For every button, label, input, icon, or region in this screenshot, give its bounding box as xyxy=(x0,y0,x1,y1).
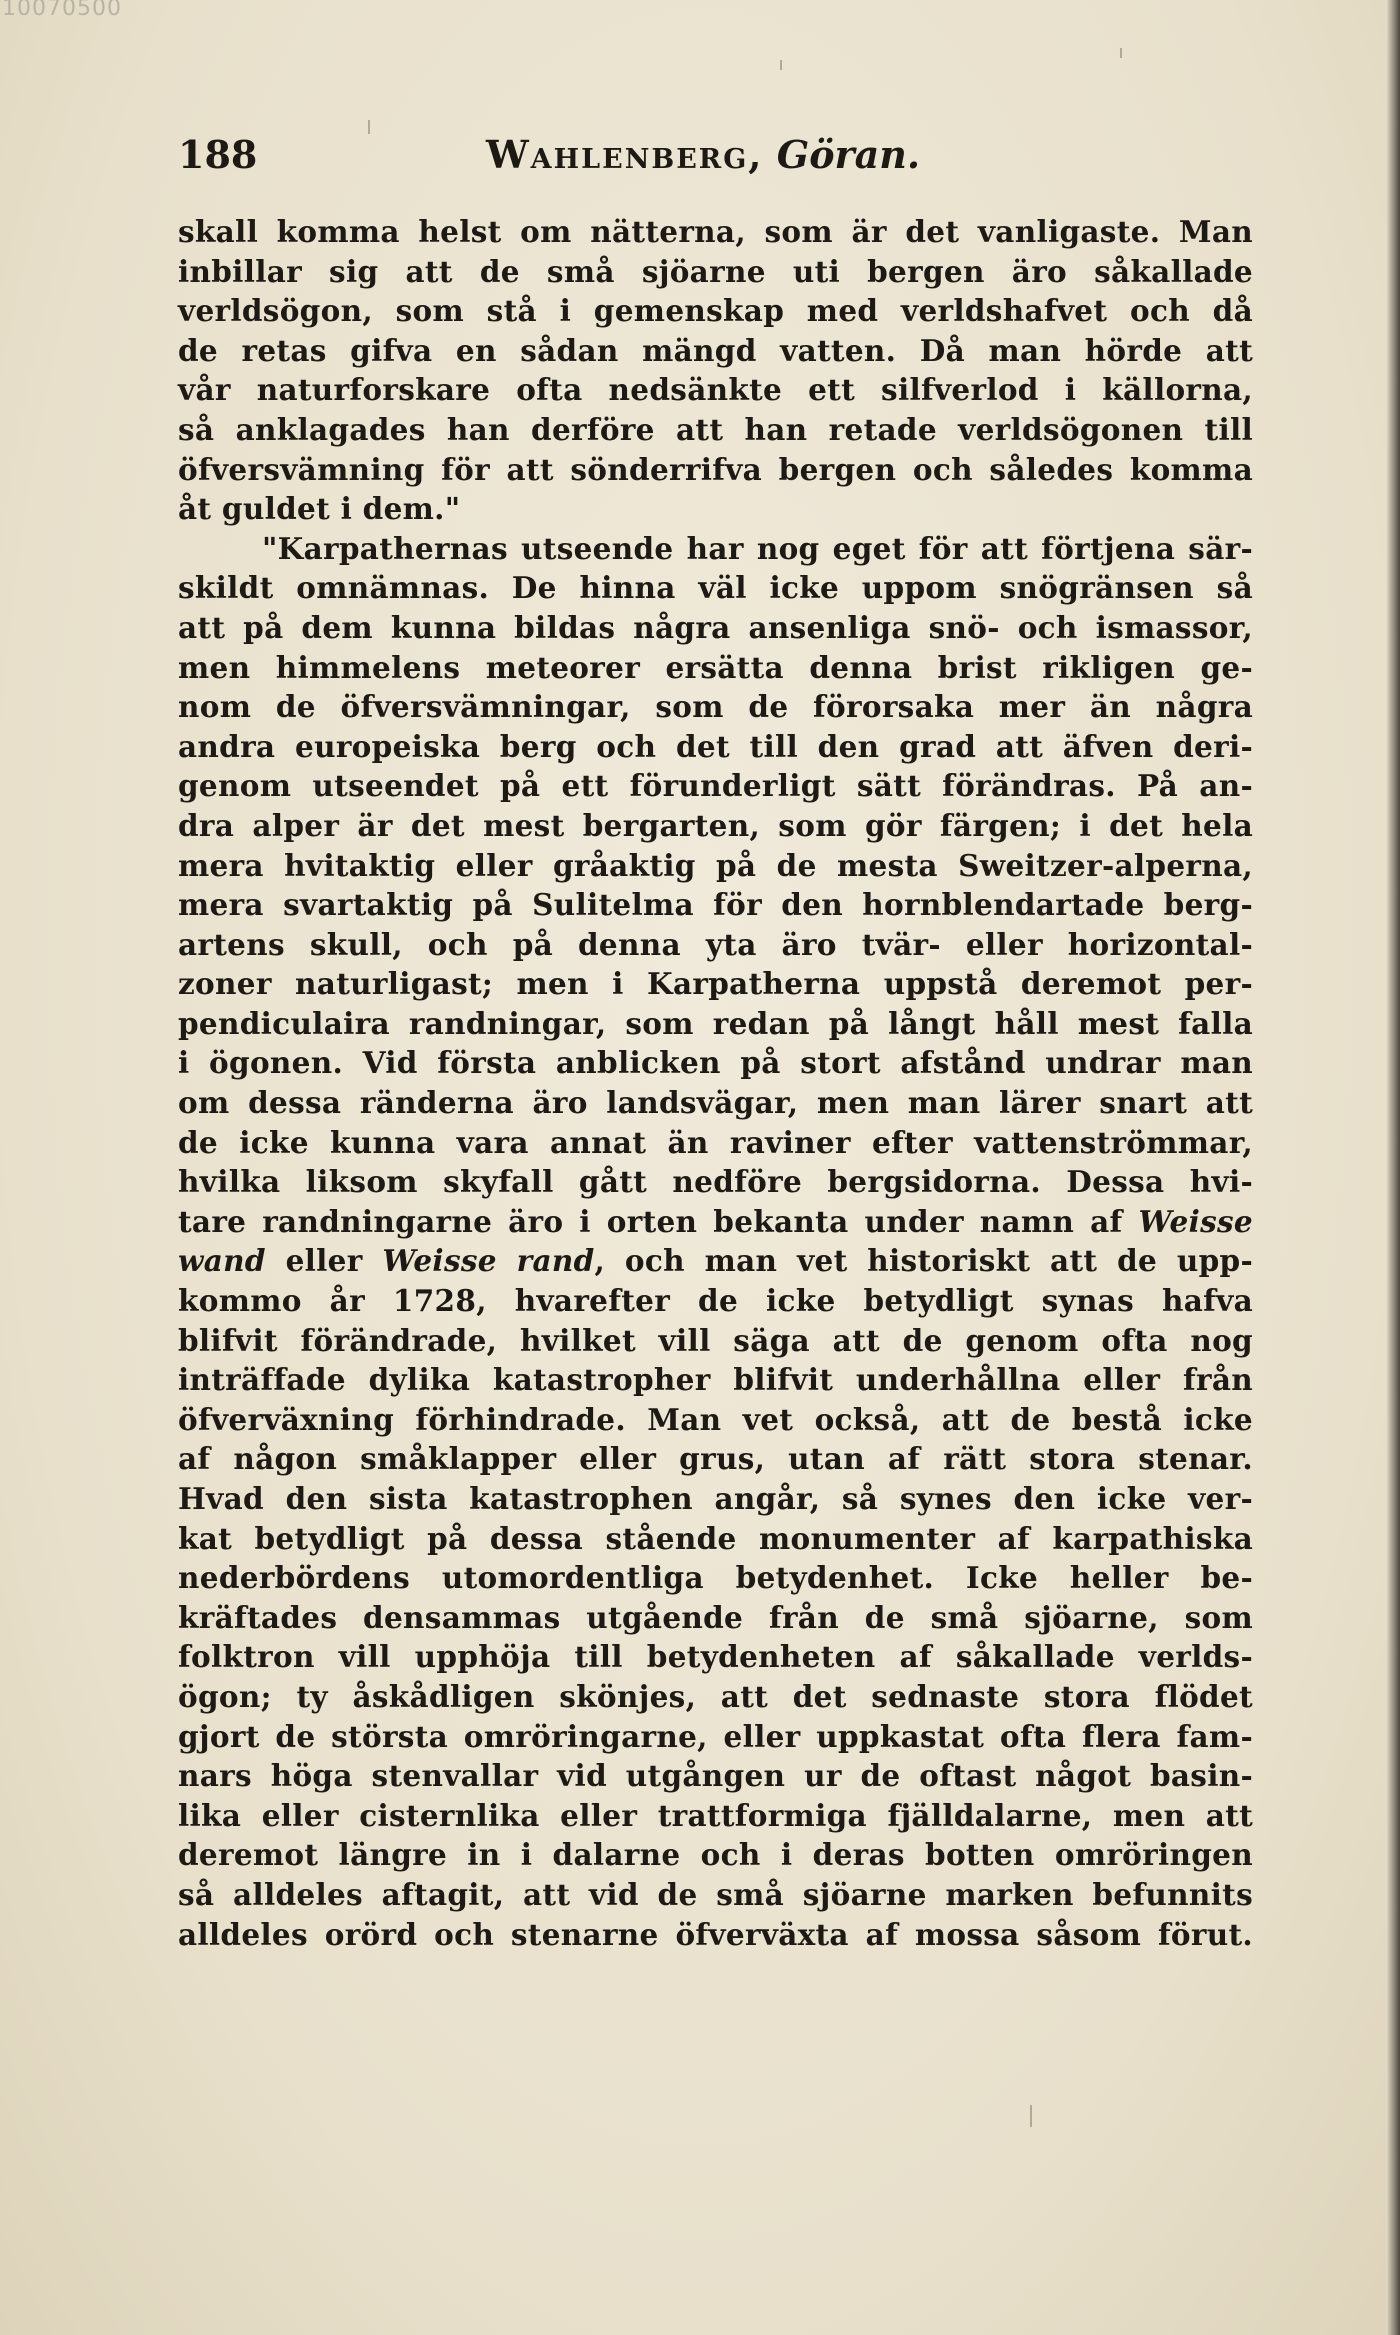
page-number: 188 xyxy=(178,132,258,177)
text-line: gjort de största omröringarne, eller uppkastat ofta flera fam- xyxy=(178,1718,1253,1754)
text-segment: , och man vet historiskt att de upp- xyxy=(594,1243,1253,1279)
text-line: deremot längre in i dalarne och i deras botten omröringen xyxy=(178,1837,1253,1873)
paper-speck xyxy=(780,60,782,70)
text-line: zoner naturligast; men i Karpatherna uppstå deremot per- xyxy=(178,966,1253,1002)
text-line: öfversvämning för att sönderrifva bergen och således komma xyxy=(178,451,1253,487)
text-line: men himmelens meteorer ersätta denna brist rikligen ge- xyxy=(178,649,1253,685)
text-line: skall komma helst om nätterna, som är det vanligaste. Man xyxy=(178,214,1253,249)
text-line: kommo år 1728, hvarefter de icke betydligt synas hafva xyxy=(178,1283,1253,1319)
text-line: alldeles orörd och stenarne öfverväxta af mossa såsom förut. xyxy=(178,1916,1253,1952)
text-line: så alldeles aftagit, att vid de små sjöarne marken befunnits xyxy=(178,1876,1253,1912)
text-line: inbillar sig att de små sjöarne uti bergen äro såkallade xyxy=(178,253,1253,289)
text-line: så anklagades han derföre att han retade verldsögonen till xyxy=(178,411,1253,447)
running-head-given-name: Göran. xyxy=(776,132,921,177)
text-line: åt guldet i dem." xyxy=(178,491,461,527)
running-head xyxy=(486,132,920,177)
running-header xyxy=(178,132,1258,182)
text-line: nom de öfversvämningar, som de förorsaka mer än några xyxy=(178,689,1253,725)
text-line: kat betydligt på dessa stående monumenter af karpathiska xyxy=(178,1520,1253,1556)
page-edge-shadow xyxy=(1386,0,1400,2335)
text-line: mera hvitaktig eller gråaktig på de mesta Sweitzer-alperna, xyxy=(178,847,1253,883)
italic-term: Weisse xyxy=(1138,1203,1253,1239)
body-text xyxy=(178,212,1253,1954)
text-line: genom utseendet på ett förunderligt sätt förändras. På an- xyxy=(178,768,1253,804)
text-line: nederbördens utomordentliga betydenhet. Icke heller be- xyxy=(178,1560,1253,1596)
text-line xyxy=(178,1241,1253,1281)
text-line: om dessa ränderna äro landsvägar, men man lärer snart att xyxy=(178,1085,1253,1121)
text-line: hvilka liksom skyfall gått nedföre bergsidorna. Dessa hvi- xyxy=(178,1164,1253,1200)
text-line: folktron vill upphöja till betydenheten af såkallade verlds- xyxy=(178,1639,1253,1675)
text-line: att på dem kunna bildas några ansenliga snö- och ismassor, xyxy=(178,609,1253,645)
text-line: de icke kunna vara annat än raviner efter vattenströmmar, xyxy=(178,1124,1253,1160)
paper-speck xyxy=(1120,48,1122,58)
text-line: af någon småklapper eller grus, utan af rätt stora stenar. xyxy=(178,1441,1253,1477)
text-line: mera svartaktig på Sulitelma för den hornblendartade berg- xyxy=(178,887,1253,923)
text-line: verldsögon, som stå i gemenskap med verldshafvet och då xyxy=(178,293,1253,329)
text-line: i ögonen. Vid första anblicken på stort afstånd undrar man xyxy=(178,1045,1253,1081)
text-line: andra europeiska berg och det till den grad att äfven deri- xyxy=(178,728,1253,764)
scan-identifier: 10070500 xyxy=(2,0,122,21)
text-line: ögon; ty åskådligen skönjes, att det sednaste stora flödet xyxy=(178,1678,1253,1714)
text-line: artens skull, och på denna yta äro tvär- eller horizontal- xyxy=(178,926,1253,962)
text-segment: tare randningarne äro i orten bekanta under namn af xyxy=(178,1203,1139,1239)
italic-term: wand xyxy=(178,1243,266,1279)
text-line: kräftades densammas utgående från de små sjöarne, som xyxy=(178,1599,1253,1635)
paper-speck xyxy=(1030,2105,1032,2127)
text-line: lika eller cisternlika eller trattformiga fjälldalarne, men att xyxy=(178,1797,1253,1833)
text-line: "Karpathernas utseende har nog eget för att förtjena sär- xyxy=(262,530,1253,566)
text-line: skildt omnämnas. De hinna väl icke uppom snögränsen så xyxy=(178,570,1253,606)
text-line: de retas gifva en sådan mängd vatten. Då man hörde att xyxy=(178,332,1253,368)
text-line: blifvit förändrade, hvilket vill säga att de genom ofta nog xyxy=(178,1322,1253,1358)
text-line: öfverväxning förhindrade. Man vet också, att de bestå icke xyxy=(178,1401,1253,1437)
italic-term: Weisse rand xyxy=(382,1243,595,1279)
text-line: dra alper är det mest bergarten, som gör färgen; i det hela xyxy=(178,807,1253,843)
running-head-surname: Wahlenberg, xyxy=(486,132,764,177)
text-line xyxy=(178,1202,1253,1242)
text-line: pendiculaira randningar, som redan på långt håll mest falla xyxy=(178,1005,1253,1041)
text-line: Hvad den sista katastrophen angår, så synes den icke ver- xyxy=(178,1481,1253,1516)
text-line: inträffade dylika katastropher blifvit underhållna eller från xyxy=(178,1362,1253,1398)
text-line: nars höga stenvallar vid utgången ur de oftast något basin- xyxy=(178,1758,1253,1794)
text-segment: eller xyxy=(265,1243,383,1279)
text-line: vår naturforskare ofta nedsänkte ett silfverlod i källorna, xyxy=(178,372,1253,408)
